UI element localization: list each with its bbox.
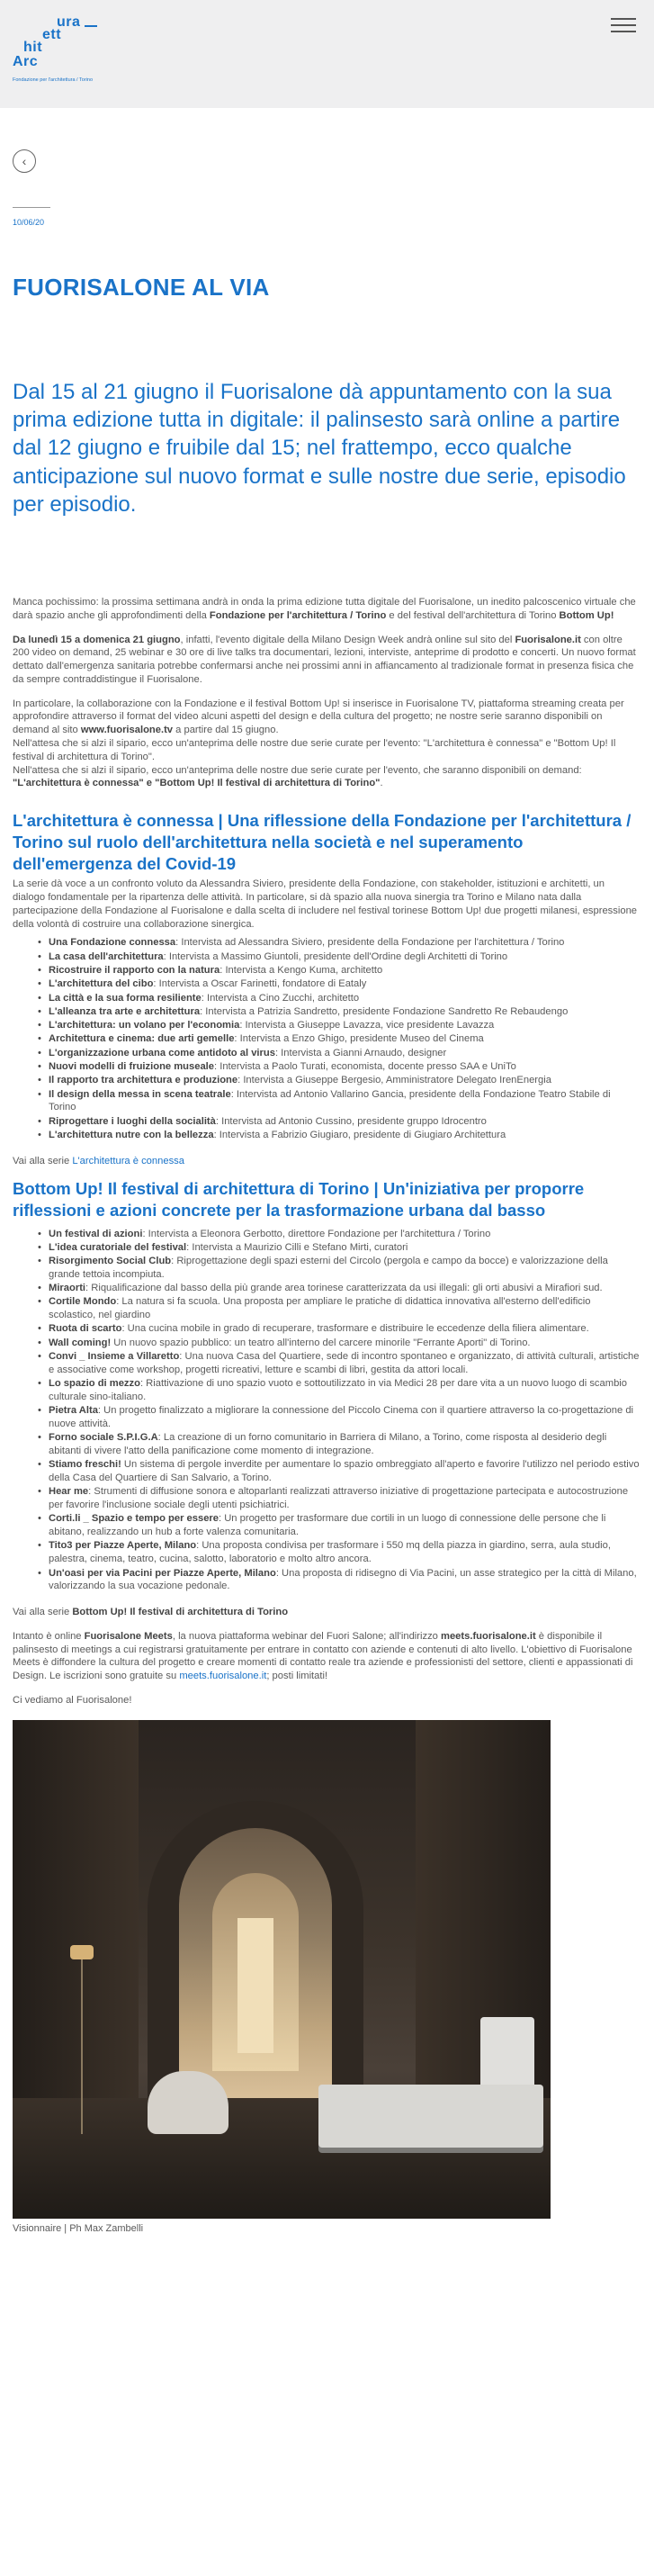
logo-divider	[85, 25, 97, 27]
episode-list	[49, 1228, 640, 1594]
logo-text: hit	[23, 40, 43, 55]
article-body	[13, 596, 640, 2235]
list-item: • Hear me: Strumenti di diffusione sonora e altoparlanti realizzati attraverso iniziative di progettazione partecipata e autocostruzione per favorire l'inclusione sociale degli utenti psichiatrici.	[49, 1485, 640, 1512]
logo[interactable]	[13, 13, 139, 94]
list-item: • Wall coming! Un nuovo spazio pubblico: un teatro all'interno del carcere minorile "Ferrante Aporti" di Torino.	[49, 1337, 640, 1350]
divider	[13, 207, 50, 208]
list-item: • L'architettura: un volano per l'economia: Intervista a Giuseppe Lavazza, vice presidente Lavazza	[49, 1019, 640, 1032]
meets-link[interactable]: meets.fuorisalone.it	[441, 1630, 536, 1642]
list-item: • Il rapporto tra architettura e produzione: Intervista a Giuseppe Bergesio, Amministratore Delegato IrenEnergia	[49, 1074, 640, 1087]
paragraph: Da lunedì 15 a domenica 21 giugno, infatti, l'evento digitale della Milano Design Week andrà online sul sito del Fuorisalone.it con oltre 200 video on demand, 25 webinar e 30 ore di live talks tra documentari, lezioni, interviste, anteprime di prodotto e concerti. Un nuovo format dettato dall'emergenza sanitaria potrebbe confermarsi anche nei prossimi anni in affiancamento al tradizionale format in presenza fisica che da sempre contraddistingue il Fuorisalone.	[13, 634, 636, 685]
header	[0, 0, 654, 108]
list-item: • Riprogettare i luoghi della socialità: Intervista ad Antonio Cussino, presidente gruppo Idrocentro	[49, 1115, 640, 1129]
list-item: • Una Fondazione connessa: Intervista ad Alessandra Siviero, presidente della Fondazione per l'architettura / Torino	[49, 936, 640, 950]
logo-text: Arc	[13, 54, 39, 69]
list-item: • L'architettura nutre con la bellezza: Intervista a Fabrizio Giugiaro, presidente di Giugiaro Architettura	[49, 1129, 640, 1142]
list-item: • L'organizzazione urbana come antidoto al virus: Intervista a Gianni Arnaudo, designer	[49, 1047, 640, 1060]
logo-text: ura	[57, 14, 81, 30]
list-item: • Risorgimento Social Club: Riprogettazione degli spazi esterni del Circolo (pergola e campo da bocce) e valorizzazione della grande tettoia incompiuta.	[49, 1255, 640, 1282]
list-item: • Il design della messa in scena teatrale: Intervista ad Antonio Vallarino Gancia, presidente della Fondazione Teatro Stabile di Torino	[49, 1088, 640, 1115]
list-item: • Lo spazio di mezzo: Riattivazione di uno spazio vuoto e sottoutilizzato in via Medici 28 per dare vita a un nuovo luogo di scambio culturale sino-italiano.	[49, 1377, 640, 1404]
series-link[interactable]: "L'architettura è connessa" e "Bottom Up! Il festival di architettura di Torino"	[13, 778, 381, 789]
article-lead: Dal 15 al 21 giugno il Fuorisalone dà appuntamento con la sua prima edizione tutta in digitale: il palinsesto sarà online a partire dal 12 giugno e fruibile dal 15; nel frattempo, ecco qualche anticipazione sul nuovo format e sulle nostre due serie, episodio per episodio.	[13, 380, 626, 517]
fuorisalone-link[interactable]: Fuorisalone.it	[515, 634, 581, 645]
arrow-left-icon: ‹	[22, 153, 27, 168]
meets-link[interactable]: meets.fuorisalone.it	[179, 1671, 267, 1682]
back-button[interactable]	[13, 149, 36, 173]
list-item: • Convi _ Insieme a Villaretto: Una nuova Casa del Quartiere, sede di incontro spontaneo e organizzato, di attività culturali, artistiche e associative come workshop, progetti ricreativi, letture e scambi di libri, gestita da attori locali.	[49, 1350, 640, 1377]
article-date: 10/06/20	[13, 218, 45, 227]
list-item: • Un festival di azioni: Intervista a Eleonora Gerbotto, direttore Fondazione per l'architettura / Torino	[49, 1228, 640, 1241]
series-link[interactable]: L'architettura è connessa	[72, 1155, 184, 1166]
logo-subtitle: Fondazione per l'architettura / Torino	[13, 77, 93, 83]
series-title: L'architettura è connessa | Una riflessione della Fondazione per l'architettura / Torino sul ruolo dell'architettura nella società e nel superamento dell'emergenza del Covid-19	[13, 811, 632, 874]
series-title: Bottom Up! Il festival di architettura di Torino | Un'iniziativa per proporre riflessioni e azioni concrete per la trasformazione urbana dal basso	[13, 1179, 585, 1220]
list-item: • L'alleanza tra arte e architettura: Intervista a Patrizia Sandretto, presidente Fondazione Sandretto Re Rebaudengo	[49, 1005, 640, 1019]
article-photo	[13, 1720, 551, 2219]
list-item: • Ruota di scarto: Una cucina mobile in grado di recuperare, trasformare e distribuire le eccedenze della filiera alimentare.	[49, 1322, 640, 1336]
series-intro: La serie dà voce a un confronto voluto da Alessandra Siviero, presidente della Fondazione, con stakeholder, istituzioni e architetti, un dialogo fondamentale per la ripartenza delle attività. In particolare, si dà spazio alla nuova sinergia tra Torino e Milano nata dalla partecipazione della Fondazione al Fuorisalone e dalla scelta di includere nel festival torinese Bottom Up! due progetti milanesi, espressione della volontà di costruire una collaborazione sinergica.	[13, 878, 638, 930]
list-item: • L'idea curatoriale del festival: Intervista a Maurizio Cilli e Stefano Mirti, curatori	[49, 1241, 640, 1255]
list-item: • La casa dell'architettura: Intervista a Massimo Giuntoli, presidente dell'Ordine degli Architetti di Torino	[49, 950, 640, 964]
list-item: • Forno sociale S.P.I.G.A: La creazione di un forno comunitario in Barriera di Milano, a Torino, come risposta al desiderio degli abitanti di vivere l'atto della panificazione come momento di integrazione.	[49, 1431, 640, 1458]
list-item: • Cortile Mondo: La natura si fa scuola. Una proposta per ampliare le pratiche di didattica innovativa all'esterno dell'edificio scolastico, nel giardino	[49, 1295, 640, 1322]
list-item: • Corti.li _ Spazio e tempo per essere: Un progetto per trasformare due cortili in un luogo di connessione delle persone che li abitano, realizzando un hub a forte valenza comunitaria.	[49, 1512, 640, 1539]
list-item: • L'architettura del cibo: Intervista a Oscar Farinetti, fondatore di Eataly	[49, 977, 640, 991]
closing-line: Ci vediamo al Fuorisalone!	[13, 1695, 132, 1707]
list-item: • Tito3 per Piazze Aperte, Milano: Una proposta condivisa per trasformare i 550 mq della piazza in giardino, serra, aula studio, palestra, cinema, teatro, cucina, salotto, laboratorio e molto altro ancora.	[49, 1539, 640, 1566]
paragraph: Manca pochissimo: la prossima settimana andrà in onda la prima edizione tutta digitale del Fuorisalone, un inedito palcoscenico virtuale che darà spazio anche gli approfondimenti della Fondazione per l'architettura / Torino e del festival dell'architettura di Torino Bottom Up!	[13, 597, 636, 621]
page-title: FUORISALONE AL VIA	[13, 274, 270, 301]
list-item: • Miraorti: Riqualificazione dal basso della più grande area torinese caratterizzata da usi illegali: gli orti abusivi a Mirafiori sud.	[49, 1282, 640, 1295]
list-item: • Ricostruire il rapporto con la natura: Intervista a Kengo Kuma, architetto	[49, 964, 640, 977]
paragraph: In particolare, la collaborazione con la Fondazione e il festival Bottom Up! si inserisce in Fuorisalone TV, piattaforma streaming creata per approfondire attraverso il format del video alcuni aspetti del design e della cultura del progetto; ne nostre serie saranno disponibili on demand al sito www.fuorisalone.tv a partire dal 15 giugno. Nell'attesa che si alzi il sipario, ecco un'anteprima delle nostre due serie curate per l'evento: "L'architettura è connessa" e "Bottom Up! Il festival di architettura di Torino". Nell'attesa che si alzi il sipario, ecco un'anteprima delle nostre due serie curate per l'evento, che saranno disponibili on demand: "L'architettura è connessa" e "Bottom Up! Il festival di architettura di Torino".	[13, 698, 624, 789]
paragraph: Vai alla serie Bottom Up! Il festival di architettura di Torino	[13, 1607, 289, 1618]
list-item: • Architettura e cinema: due arti gemelle: Intervista a Enzo Ghigo, presidente Museo del Cinema	[49, 1032, 640, 1046]
series-link[interactable]: Bottom Up! Il festival di architettura di Torino	[72, 1607, 289, 1618]
photo-caption: Visionnaire | Ph Max Zambelli	[13, 2222, 144, 2234]
list-item: • Pietra Alta: Un progetto finalizzato a migliorare la connessione del Piccolo Cinema con il quartiere attraverso la co-progettazione di nuove attività.	[49, 1404, 640, 1431]
list-item: • Stiamo freschi! Un sistema di pergole inverdite per aumentare lo spazio ombreggiato all'aperto e favorire l'utilizzo nel periodo estivo della Casa del Quartiere di San Salvario, a Torino.	[49, 1458, 640, 1485]
paragraph: Vai alla serie L'architettura è connessa	[13, 1155, 184, 1166]
list-item: • La città e la sua forma resiliente: Intervista a Cino Zucchi, architetto	[49, 992, 640, 1005]
logo-text: ett	[42, 27, 62, 42]
fuorisalone-tv-link[interactable]: www.fuorisalone.tv	[80, 725, 174, 736]
paragraph: Intanto è online Fuorisalone Meets, la nuova piattaforma webinar del Fuori Salone; all'indirizzo meets.fuorisalone.it è disponibile il palinsesto di meetings a cui registrarsi gratuitamente per entrare in contatto con aziende e contenuti di alto livello. L'obiettivo di Fuorisalone Meets è diffondere la cultura del progetto e creare momenti di contatto reale tra aziende e professionisti del settore, clienti e appassionati di Design. Le iscrizioni sono gratuite su meets.fuorisalone.it; posti limitati!	[13, 1630, 633, 1682]
hamburger-icon[interactable]	[611, 18, 636, 34]
list-item: • Nuovi modelli di fruizione museale: Intervista a Paolo Turati, economista, docente presso SAA e UniTo	[49, 1060, 640, 1074]
episode-list	[49, 936, 640, 1141]
list-item: • Un'oasi per via Pacini per Piazze Aperte, Milano: Una proposta di ridisegno di Via Pacini, un asse strategico per la città di Milano, valorizzando la sua vocazione pedonale.	[49, 1567, 640, 1594]
